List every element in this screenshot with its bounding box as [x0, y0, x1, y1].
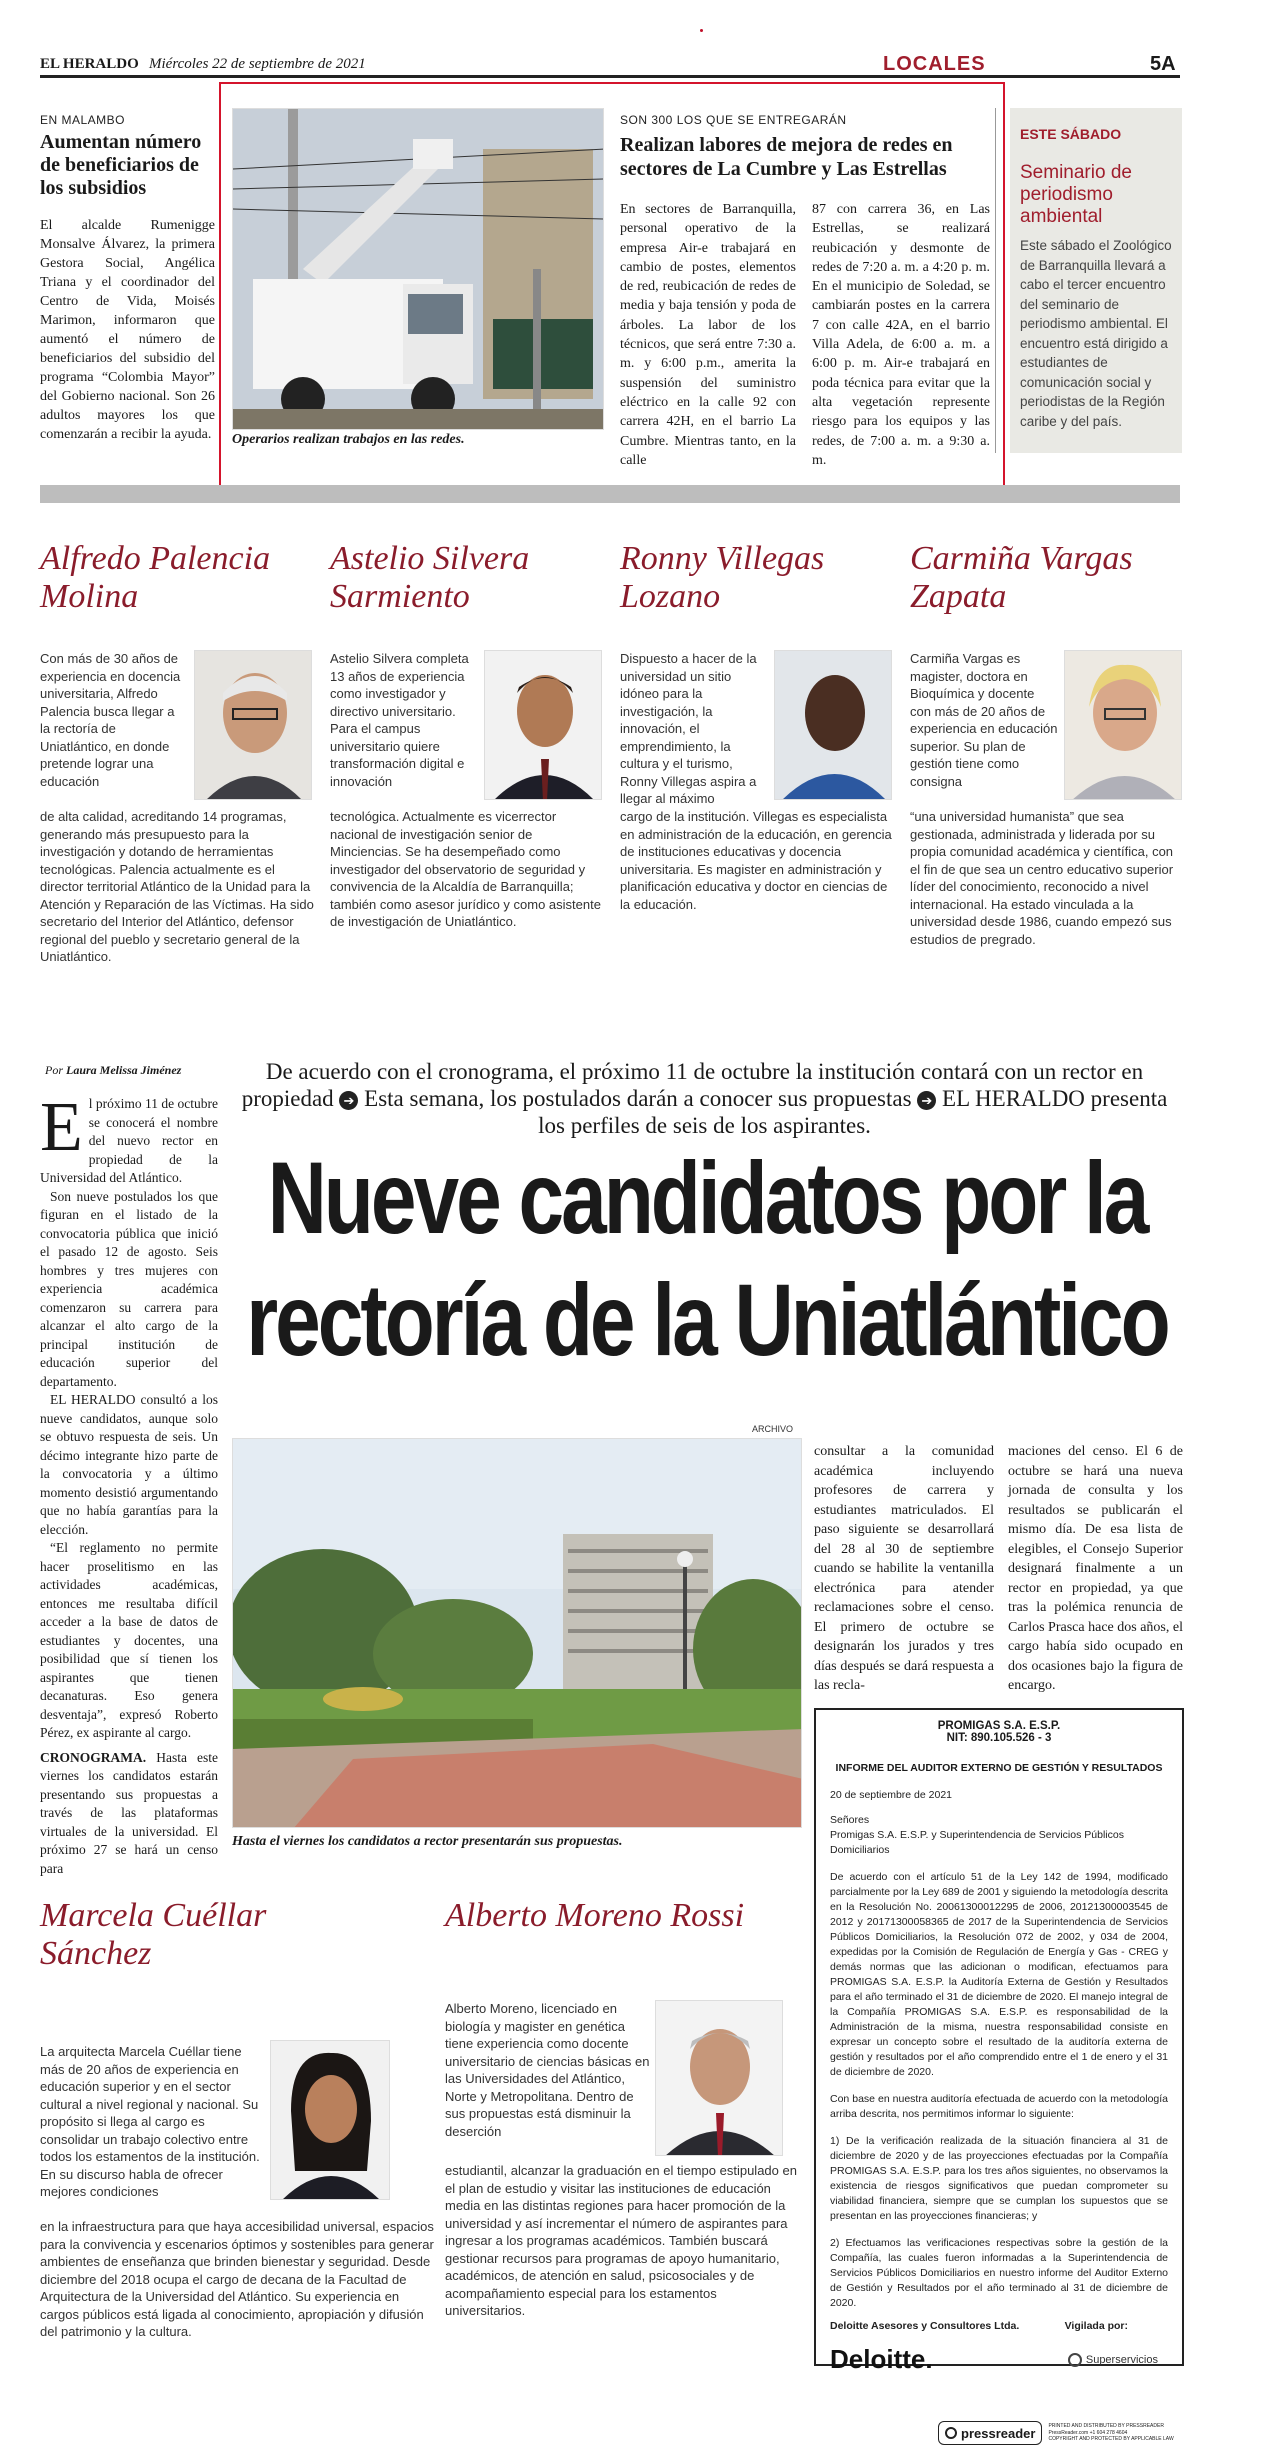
legal-notice — [814, 1708, 1184, 2374]
superservicios-logo: Superservicios — [1085, 2353, 1158, 2366]
arrow-icon: ➔ — [917, 1091, 936, 1110]
legal-supervised: Vigilada por: — [1064, 2320, 1128, 2332]
redes-kicker: SON 300 LOS QUE SE ENTREGARÁN — [620, 113, 847, 127]
legal-company: PROMIGAS S.A. E.S.P. — [937, 1720, 1061, 1732]
legal-signer: Deloitte Asesores y Consultores Ltda. — [830, 2320, 1020, 2332]
palencia-photo — [194, 650, 312, 800]
cronograma-label: CRONOGRAMA. — [40, 1749, 147, 1765]
paragraph: Son nueve postulados los que figuran en el listado de la convocatoria pública que inició el pasado 12 de agosto. Seis hombres y tres mujeres con experiencia académica comenzaron su carrera para alcanzar el alto cargo de la principal institución de educación superior del departamento. — [40, 1188, 218, 1389]
profile-silvera — [330, 540, 605, 616]
legal-p3: 1) De la verificación realizada de la situación financiera al 31 de diciembre de 2020 y de las proyecciones efectuadas por la Compañía PROMIGAS S.A. E.S.P. para los tres años siguientes, no observamos la existencia de riesgos significativos que puedan comprometer su viabilidad financiera, siempre que se cumplan los supuestos que se presentan en las proyecciones financieras; y — [830, 2135, 1168, 2222]
vargas-lead: Carmiña Vargas es magister, doctora en Bioquímica y docente con más de 20 años de experiencia en educación superior. Su plan de gestión tiene como consigna — [910, 651, 1058, 789]
legal-p4: 2) Efectuamos las verificaciones respectivas sobre la gestión de la Compañía, las cuales fueron informadas a la Superintendencia de Servicios Públicos Domiciliarios en nuestro informe del Auditor Externo de Gestión y Resultados por el año terminado al 31 de diciembre de 2020. — [830, 2237, 1168, 2309]
brief-title: Aumentan número de beneficiarios de los subsidios — [40, 131, 202, 199]
moreno-rest: estudiantil, alcanzar la graduación en el tiempo estipulado en el plan de estudio y visitar las instituciones de educación media en las distintas regiones para hacer promoción de la universidad y así incrementar el número de aspirantes para ingresar a los programas académicos. También buscará gestionar recursos para programas de apoyo humanitario, académicos, de atención en salud, psicosociales y de acompañamiento especial para los estamentos universitarios. — [445, 2163, 797, 2318]
workers-photo — [232, 108, 604, 430]
cuellar-lead: La arquitecta Marcela Cuéllar tiene más de 20 años de experiencia en educación superior y en el sector cultural a nivel regional y nacional. Su propósito si llega al cargo es consolidar un trabajo colectivo entre todos los estamentos de la institución. En su discurso habla de ofrecer mejores condiciones — [40, 2044, 260, 2199]
byline-prefix: Por — [45, 1063, 63, 1077]
villegas-photo — [774, 650, 892, 800]
paragraph: Hasta este viernes los candidatos estarán presentando sus propuestas a través de las plataformas virtuales de la universidad. El próximo 27 se hará un censo para — [40, 1749, 218, 1876]
pressreader-logo: pressreader — [961, 2425, 1036, 2441]
superservicios-icon — [1068, 2353, 1082, 2367]
pr-line2: PressReader.com +1 604 278 4604 — [1048, 2429, 1128, 2436]
deck-line3: EL HERALDO presenta los perfiles de seis de los aspirantes. — [538, 1086, 1168, 1138]
masthead-date: Miércoles 22 de septiembre de 2021 — [149, 56, 366, 72]
legal-p1: De acuerdo con el artículo 51 de la Ley 142 de 1994, modificado parcialmente por la Ley 689 de 2001 y siguiendo la metodología descrita en la Resolución No. 20061300012295 de 2006, 20121300003545 de 2012 y 20171300058365 de 2017 de la Superintendencia de Servicios Públicos Domiciliarios, la Resolución 072 de 2002, y 034 de 2004, expedidas por la Comisión de Regulación de Energía y Gas - CREG y demás normas que las adicionan o modifican, efectuamos para PROMIGAS S.A. E.S.P. la Auditoría Externa de Gestión y Resultados para el año terminado el 31 de diciembre de 2020. El manejo integral de la Compañía PROMIGAS S.A. E.S.P. es responsabilidad de la Administración de la misma, nuestra responsabilidad consiste en expresar un concepto sobre el resultado de la auditoría externa de gestión y resultados por el año comprendido entre el 1 de enero y el 31 de diciembre de 2020. — [830, 1871, 1168, 2078]
section-label: LOCALES — [883, 53, 986, 75]
redes-col2: 87 con carrera 36, en Las Estrellas, se realizará reubicación y desmonte de redes de 7:20 a. m. a 4:20 p. m. En el municipio de Soledad, se cambiarán postes en la carrera 7 con calle 42A, en el barrio Villa Adela, de 6:00 a. m. a 6:00 p. m. Air-e trabajará en poda técnica para evitar que la alta vegetación represente riesgo para los equipos y las redes, de 7:00 a. m. a 9:30 a. m. — [812, 202, 990, 468]
legal-date: 20 de septiembre de 2021 — [830, 1789, 953, 1801]
main-col4: maciones del censo. El 6 de octubre se hará una nueva jornada de consulta y los resultados se publicarán el mismo día. De esa lista de elegibles, el Consejo Superior designará finalmente a un rector en propiedad, ya que tras la polémica renuncia de Carlos Prasca hace dos años, el cargo había sido ocupado en dos ocasiones bajo la figura de encargo. — [1008, 1444, 1183, 1693]
campus-caption: Hasta el viernes los candidatos a rector presentarán sus propuestas. — [232, 1834, 623, 1849]
legal-title: INFORME DEL AUDITOR EXTERNO DE GESTIÓN Y RESULTADOS — [835, 1762, 1163, 1774]
profile-villegas — [620, 540, 895, 616]
profile-moreno-name: Alberto Moreno Rossi — [445, 1897, 745, 1934]
brief-kicker: EN MALAMBO — [40, 113, 126, 127]
headline-line1: Nueve candidatos por la — [267, 1141, 1147, 1256]
brief-body: El alcalde Rumenigge Monsalve Álvarez, la primera Gestora Social, Angélica Triana y el coordinador del Centro de Vida, Moisés Marimon, informaron que aumentó el número de beneficiarios del subsidio del programa “Colombia Mayor” del Gobierno nacional. Son 26 adultos mayores los que comenzarán a recibir la ayuda. — [40, 218, 215, 442]
section-divider-bar — [40, 485, 1180, 503]
lead-paragraph: l próximo 11 de octubre se conocerá el nombre del nuevo rector en propiedad de la Universidad del Atlántico. — [40, 1096, 218, 1185]
legal-recipient: Promigas S.A. E.S.P. y Superintendencia de Servicios Públicos Domiciliarios — [830, 1829, 1124, 1856]
profile-cuellar-name: Marcela Cuéllar Sánchez — [40, 1897, 267, 1972]
legal-p2: Con base en nuestra auditoría efectuada de acuerdo con la metodología arriba descrita, nos permitimos informar lo siguiente: — [830, 2093, 1168, 2120]
silvera-photo — [484, 650, 602, 800]
paragraph: EL HERALDO consultó a los nueve candidatos, aunque solo se obtuvo respuesta de seis. Un décimo integrante hizo parte de la convocatoria y a último momento desistió argumentando que no había garantías para la elección. — [40, 1392, 218, 1537]
arrow-icon: ➔ — [339, 1091, 358, 1110]
legal-nit: NIT: 890.105.526 - 3 — [946, 1732, 1052, 1744]
deck-line1: De acuerdo con el cronograma, el próximo 11 de octubre la institución contará con un rector en propiedad — [241, 1059, 1144, 1111]
sidebar-kicker: ESTE SÁBADO — [1020, 126, 1122, 142]
campus-photo — [232, 1438, 802, 1828]
profile-vargas — [910, 540, 1185, 616]
cuellar-photo — [270, 2040, 390, 2200]
page-number: 5A — [1150, 53, 1176, 75]
headline-line2: rectoría de la Uniatlántico — [246, 1263, 1168, 1378]
pressreader-badge — [938, 2420, 1180, 2446]
palencia-rest: de alta calidad, acreditando 14 programas, generando más presupuesto para la investigación y dotando de herramientas tecnológicas. Palencia actualmente es el director territorial Atlántico de la Unidad para la Atención y Reparación de las Víctimas. Ha sido secretario del Interior del Atlántico, defensor regional del pueblo y secretario general de la Uniatlántico. — [40, 809, 314, 964]
profile-palencia — [40, 540, 315, 616]
redes-divider — [995, 108, 996, 453]
masthead-rule — [40, 75, 1180, 78]
dropcap: E — [40, 1089, 83, 1166]
workers-caption: Operarios realizan trabajos en las redes. — [232, 432, 465, 447]
dot-mark — [700, 29, 703, 32]
paragraph: “El reglamento no permite hacer proselitismo en las actividades académicas, entonces me resultaba difícil acceder a la base de datos de estudiantes y docentes, una posibilidad que sí tienen los aspirantes que tienen decanaturas. Eso genera desventaja”, expresó Roberto Pérez, ex aspirante al cargo. — [40, 1540, 218, 1740]
pr-line1: PRINTED AND DISTRIBUTED BY PRESSREADER — [1048, 2423, 1164, 2430]
silvera-rest: tecnológica. Actualmente es vicerrector nacional de investigación senior de Minciencias. Se ha desempeñado como investigador del observatorio de seguridad y convivencia de la Alcaldía de Barranquilla; también como asesor jurídico y como asistente de investigación de Uniatlántico. — [330, 809, 601, 929]
legal-salute: Señores — [830, 1814, 870, 1826]
main-col1 — [40, 1089, 218, 1878]
deck — [232, 1058, 1177, 1139]
vargas-rest: “una universidad humanista” que sea gestionada, administrada y liderada por su propia comunidad académica y científica, con el fin de que sea un centro educativo superior líder del conocimiento, reconocido a nivel internacional. Ha estado vinculada a la universidad desde 1986, cuando empezó sus estudios de pregrado. — [910, 809, 1174, 947]
main-col3: consultar a la comunidad académica incluyendo profesores de carrera y estudiantes matriculados. El paso siguiente se desarrollará del 28 al 30 de septiembre cuando se habilite la ventanilla electrónica para atender reclamaciones sobre el censo. El primero de octubre se designarán los jurados y tres días después se dará respuesta a las recla- — [814, 1444, 994, 1693]
pr-line3: COPYRIGHT AND PROTECTED BY APPLICABLE LAW — [1048, 2436, 1174, 2443]
deloitte-logo: Deloitte. — [830, 2344, 933, 2374]
villegas-rest: cargo de la institución. Villegas es especialista en administración de la educación, en gerencia de instituciones educativas y docencia universitaria. Es magister en administración y planificación educativa y doctor en ciencias de la educación. — [620, 809, 892, 912]
profile-name: Carmiña Vargas Zapata — [910, 540, 1133, 615]
profile-name: Ronny Villegas Lozano — [620, 540, 825, 615]
vargas-photo — [1064, 650, 1182, 800]
sidebar-body: Este sábado el Zoológico de Barranquilla llevará a cabo el tercer encuentro del seminario de periodismo ambiental. El encuentro está dirigido a estudiantes de comunicación social y periodistas de la Región caribe y del país. — [1020, 238, 1172, 429]
moreno-lead: Alberto Moreno, licenciado en biología y magister en genética tiene experiencia como docente universitario de ciencias básicas en las Universidades del Atlántico, Norte y Metropolitana. Dentro de sus propuestas está disminuir la deserción — [445, 2001, 650, 2139]
sidebar-title: Seminario de periodismo ambiental — [1020, 162, 1132, 227]
silvera-lead: Astelio Silvera completa 13 años de experiencia como investigador y directivo universitario. Para el campus universitario quiere transformación digital e innovación — [330, 651, 469, 789]
profile-name: Alfredo Palencia Molina — [40, 540, 271, 615]
cuellar-rest: en la infraestructura para que haya accesibilidad universal, espacios para la convivencia y escenarios óptimos y sostenibles para generar ambientes de enseñanza que brinden bienestar y seguridad. Desde diciembre del 2018 ocupa el cargo de decana de la Facultad de Arquitectura de la Universidad del Atlántico. Su experiencia en cargos públicos está ligada al conocimiento, apropiación y difusión del patrimonio y la cultura. — [40, 2219, 434, 2339]
masthead-paper: EL HERALDO — [40, 56, 139, 72]
profile-name: Astelio Silvera Sarmiento — [330, 540, 530, 615]
palencia-lead: Con más de 30 años de experiencia en docencia universitaria, Alfredo Palencia busca llegar a la rectoría de Uniatlántico, en donde pretende lograr una educación — [40, 651, 181, 789]
moreno-photo — [655, 2000, 783, 2156]
redes-col1: En sectores de Barranquilla, personal operativo de la empresa Air-e trabajará en cambio de postes, elementos de red, reubicación de redes de media y baja tensión y poda de árboles. La labor de los técnicos, que será entre 7:30 a. m. y 6:00 p.m., amerita la suspensión del suministro eléctrico en la calle 92 con carrera 42H, en el barrio La Cumbre. Mientras tanto, en la calle — [620, 202, 796, 468]
redes-title: Realizan labores de mejora de redes en sectores de La Cumbre y Las Estrellas — [620, 134, 953, 180]
photo-credit: ARCHIVO — [752, 1424, 794, 1434]
deck-line2: Esta semana, los postulados darán a conocer sus propuestas — [364, 1086, 912, 1111]
byline — [45, 1063, 181, 1078]
pressreader-icon — [945, 2427, 957, 2439]
byline-author: Laura Melissa Jiménez — [66, 1063, 182, 1077]
villegas-lead: Dispuesto a hacer de la universidad un sitio idóneo para la investigación, la innovación, el emprendimiento, la cultura y el turismo, Ronny Villegas aspira a llegar al máximo — [620, 651, 757, 806]
